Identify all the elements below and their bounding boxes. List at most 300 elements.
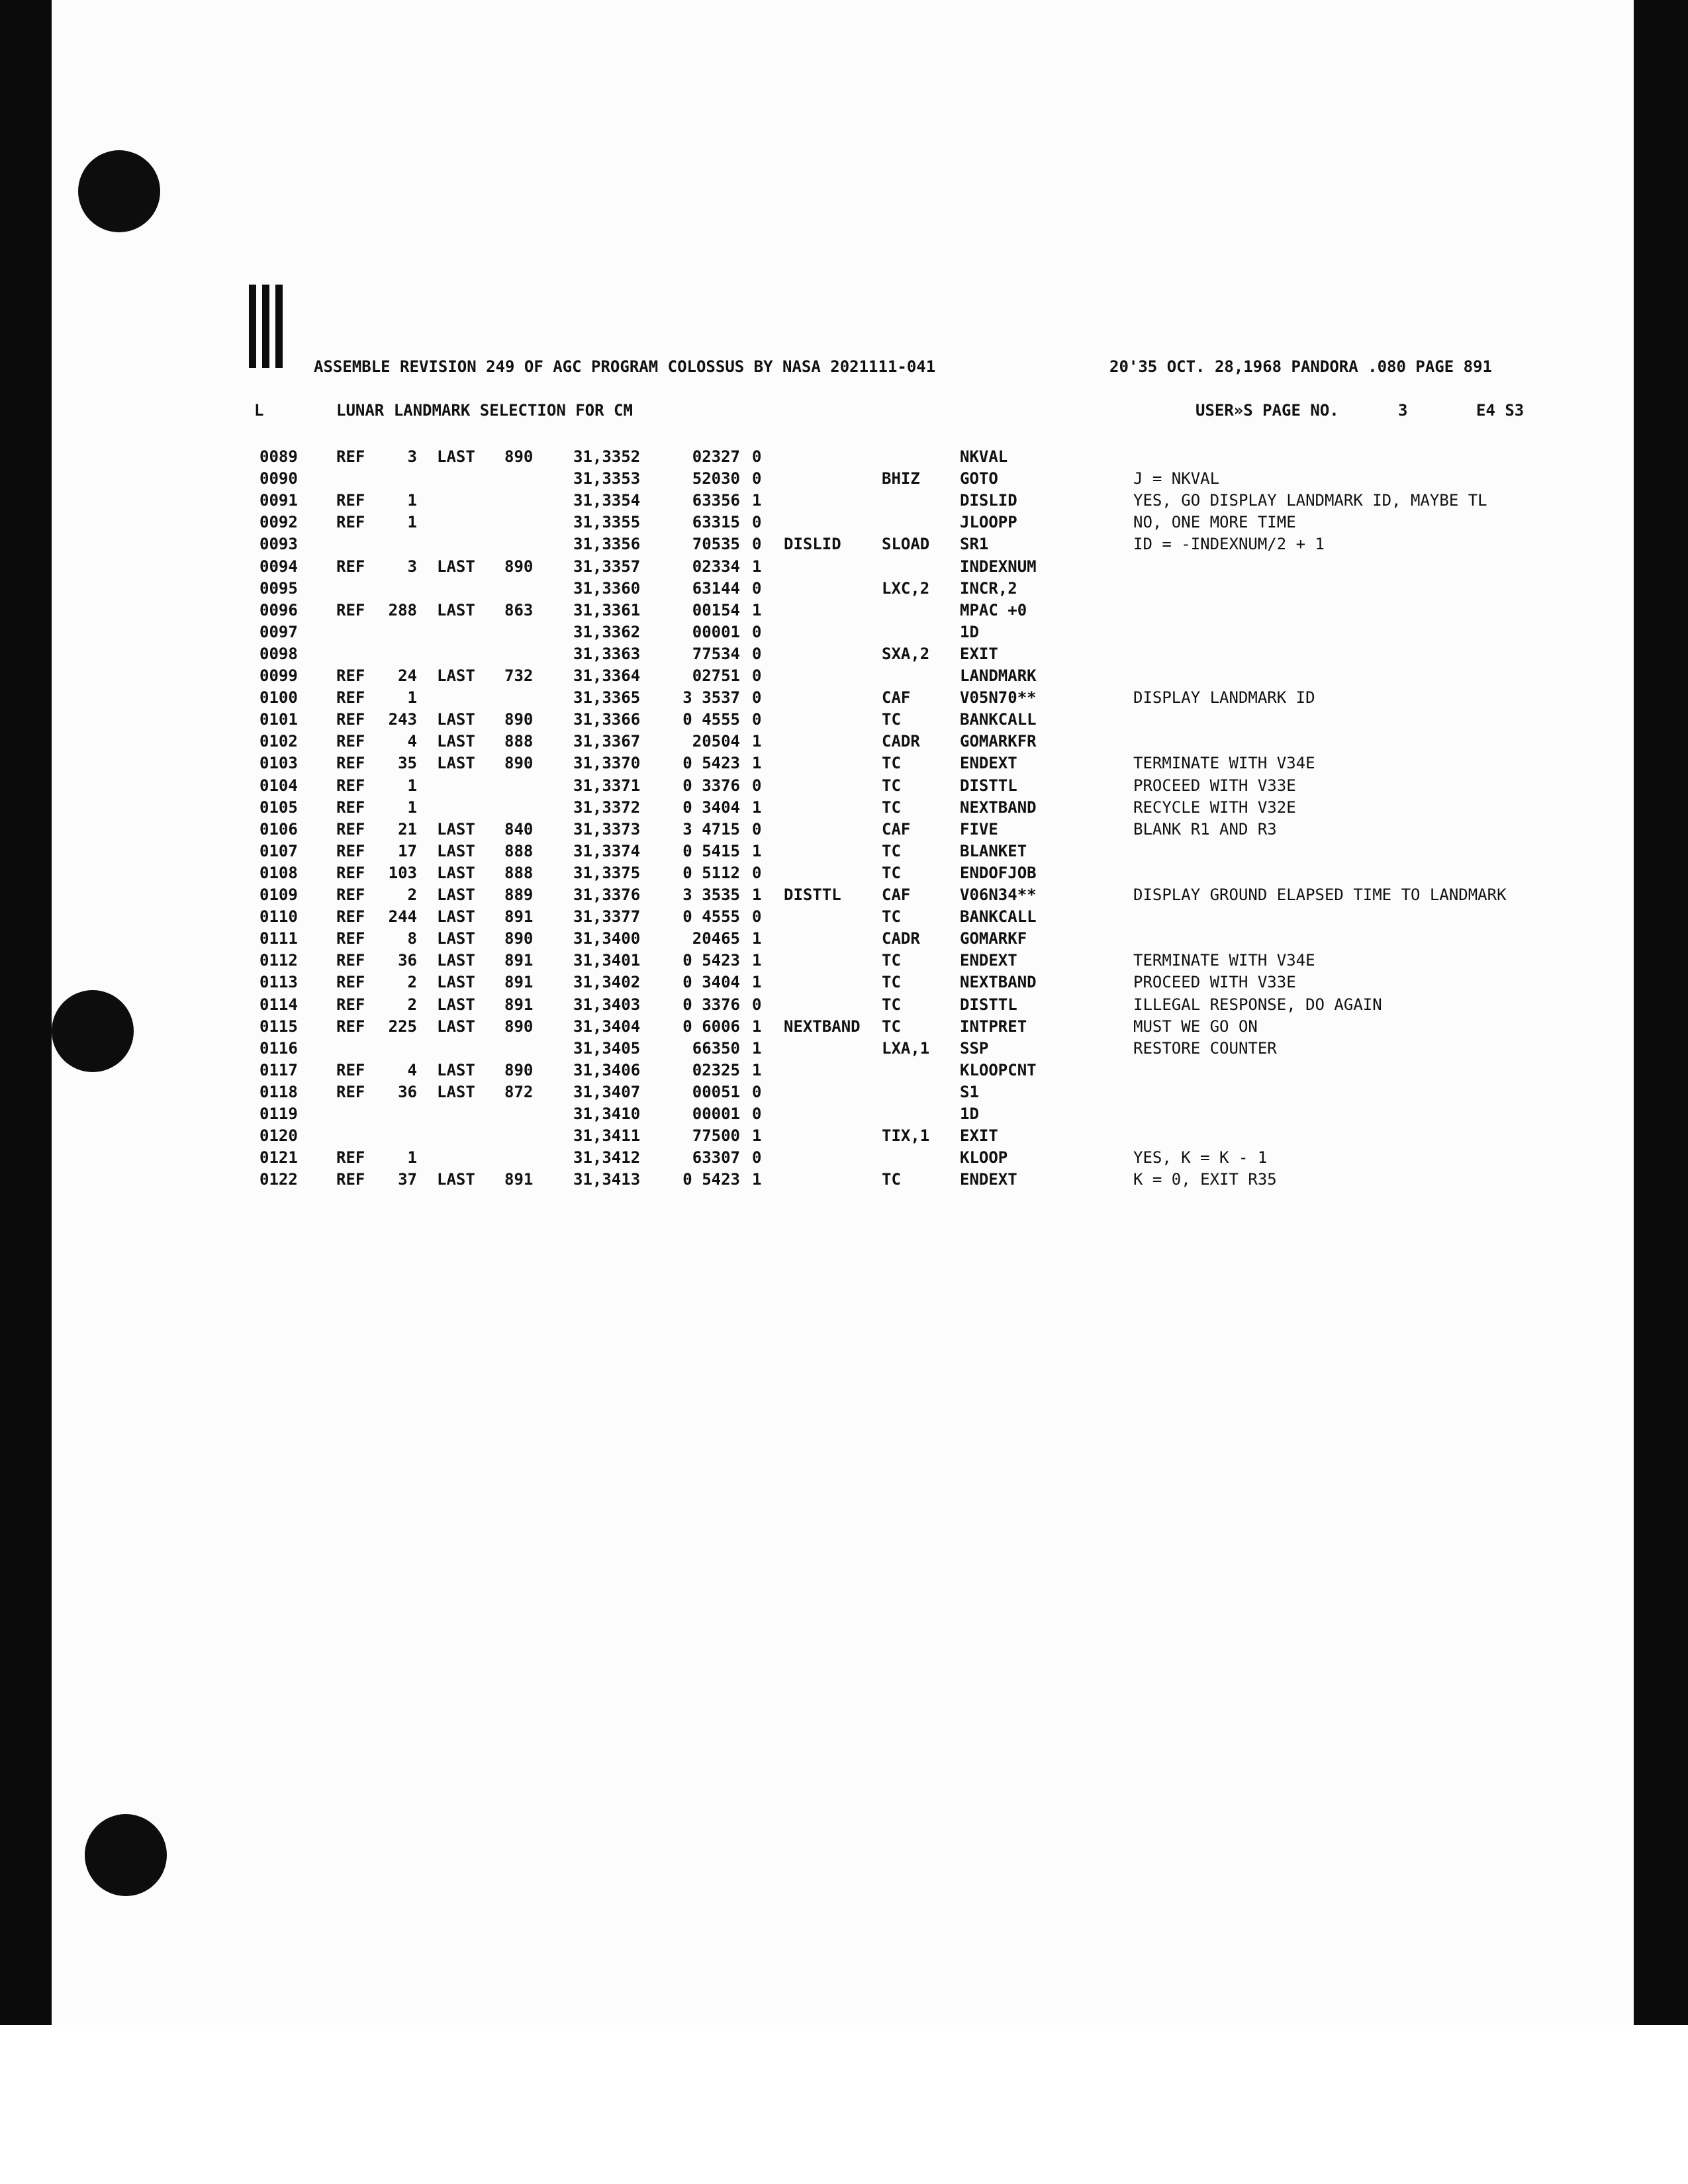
cell-comment: PROCEED WITH V33E [1133, 776, 1296, 795]
cell-last: LAST [437, 1017, 475, 1036]
cell-octal: 0 3404 [682, 797, 740, 817]
cell-op: CAF [882, 688, 911, 707]
cell-lastnum: 891 [504, 1170, 534, 1189]
cell-op: CAF [882, 819, 911, 839]
cell-no: 0113 [259, 973, 298, 992]
listing-row [0, 579, 1688, 601]
cell-ref: REF [336, 929, 365, 948]
cell-operand: 1D [960, 622, 979, 641]
cell-refnum: 36 [398, 1082, 417, 1101]
cell-no: 0092 [259, 513, 298, 532]
cell-refnum: 36 [398, 951, 417, 970]
cell-op: CADR [882, 732, 920, 751]
cell-operand: INCR,2 [960, 578, 1017, 598]
cell-refnum: 1 [407, 776, 417, 795]
cell-bit: 0 [752, 710, 762, 729]
cell-octal: 63307 [692, 1148, 740, 1167]
cell-addr: 31,3352 [573, 447, 641, 466]
cell-bit: 0 [752, 1082, 762, 1101]
cell-octal: 0 5415 [682, 841, 740, 860]
cell-no: 0091 [259, 491, 298, 510]
cell-no: 0106 [259, 819, 298, 839]
cell-operand: BANKCALL [960, 907, 1037, 927]
cell-operand: ENDEXT [960, 754, 1017, 773]
cell-octal: 0 5112 [682, 863, 740, 882]
cell-refnum: 288 [388, 600, 417, 619]
punch-hole-top [78, 150, 160, 232]
cell-lastnum: 890 [504, 557, 534, 576]
cell-refnum: 4 [407, 732, 417, 751]
cell-addr: 31,3367 [573, 732, 641, 751]
cell-octal: 63315 [692, 513, 740, 532]
cell-octal: 0 5423 [682, 951, 740, 970]
assembly-title: ASSEMBLE REVISION 249 OF AGC PROGRAM COLOSSUS BY NASA 2021111-041 [314, 357, 936, 376]
cell-comment: TERMINATE WITH V34E [1133, 951, 1315, 970]
cell-refnum: 17 [398, 841, 417, 860]
cell-bit: 0 [752, 863, 762, 882]
cell-op: TC [882, 1017, 901, 1036]
cell-bit: 1 [752, 1060, 762, 1079]
cell-bit: 0 [752, 688, 762, 707]
listing-row [0, 864, 1688, 886]
cell-ref: REF [336, 447, 365, 466]
cell-lastnum: 891 [504, 995, 534, 1014]
cell-bit: 1 [752, 797, 762, 817]
cell-ref: REF [336, 886, 365, 904]
cell-lastnum: 891 [504, 951, 534, 970]
cell-addr: 31,3376 [573, 886, 641, 904]
cell-comment: DISPLAY GROUND ELAPSED TIME TO LANDMARK [1133, 886, 1507, 904]
listing-row [0, 842, 1688, 864]
cell-bit: 0 [752, 666, 762, 685]
cell-refnum: 1 [407, 1148, 417, 1167]
cell-bit: 1 [752, 973, 762, 992]
cell-op: BHIZ [882, 469, 920, 488]
cell-addr: 31,3371 [573, 776, 641, 795]
cell-addr: 31,3410 [573, 1105, 641, 1123]
cell-ref: REF [336, 907, 365, 927]
cell-refnum: 21 [398, 819, 417, 839]
cell-last: LAST [437, 886, 475, 904]
listing-row [0, 557, 1688, 579]
cell-bit: 1 [752, 491, 762, 510]
cell-ref: REF [336, 951, 365, 970]
cell-operand: BANKCALL [960, 710, 1037, 729]
cell-op: LXC,2 [882, 578, 930, 598]
cell-bit: 0 [752, 819, 762, 839]
listing-row [0, 666, 1688, 688]
cell-no: 0122 [259, 1170, 298, 1189]
cell-op: TC [882, 973, 901, 992]
cell-operand: ENDEXT [960, 1170, 1017, 1189]
listing-row [0, 754, 1688, 776]
cell-octal: 3 3535 [682, 886, 740, 904]
cell-addr: 31,3354 [573, 491, 641, 510]
listing-row [0, 929, 1688, 951]
cell-op: SLOAD [882, 535, 930, 554]
listing-row [0, 798, 1688, 820]
user-page-label: USER»S PAGE NO. [1196, 401, 1339, 420]
cell-refnum: 37 [398, 1170, 417, 1189]
cell-octal: 0 3376 [682, 995, 740, 1014]
listing-row [0, 1148, 1688, 1170]
cell-bit: 0 [752, 995, 762, 1014]
cell-ref: REF [336, 973, 365, 992]
cell-addr: 31,3374 [573, 841, 641, 860]
cell-addr: 31,3364 [573, 666, 641, 685]
cell-operand: DISTTL [960, 995, 1017, 1014]
cell-addr: 31,3362 [573, 622, 641, 641]
cell-lastnum: 863 [504, 600, 534, 619]
cell-lastnum: 891 [504, 907, 534, 927]
cell-operand: 1D [960, 1105, 979, 1123]
cell-op: TC [882, 863, 901, 882]
listing-row [0, 1126, 1688, 1148]
cell-last: LAST [437, 1060, 475, 1079]
cell-op: TC [882, 754, 901, 773]
cell-bit: 1 [752, 1017, 762, 1036]
listing-row [0, 973, 1688, 995]
bottom-margin [0, 2025, 1688, 2184]
cell-octal: 02327 [692, 447, 740, 466]
cell-no: 0110 [259, 907, 298, 927]
cell-octal: 77500 [692, 1126, 740, 1146]
cell-no: 0105 [259, 797, 298, 817]
cell-octal: 00154 [692, 600, 740, 619]
cell-operand: GOTO [960, 469, 998, 488]
cell-no: 0104 [259, 776, 298, 795]
listing-row [0, 623, 1688, 645]
cell-bit: 1 [752, 557, 762, 576]
cell-operand: EXIT [960, 1126, 998, 1146]
cell-no: 0108 [259, 863, 298, 882]
listing-row [0, 447, 1688, 469]
cell-addr: 31,3403 [573, 995, 641, 1014]
cell-lastnum: 872 [504, 1082, 534, 1101]
cell-addr: 31,3353 [573, 469, 641, 488]
cell-addr: 31,3404 [573, 1017, 641, 1036]
cell-op: TC [882, 995, 901, 1014]
cell-operand: SR1 [960, 535, 989, 554]
cell-octal: 20504 [692, 732, 740, 751]
cell-label: NEXTBAND [784, 1017, 861, 1036]
cell-no: 0115 [259, 1017, 298, 1036]
cell-comment: TERMINATE WITH V34E [1133, 754, 1315, 773]
cell-bit: 0 [752, 535, 762, 554]
cell-bit: 0 [752, 644, 762, 663]
cell-addr: 31,3407 [573, 1082, 641, 1101]
cell-octal: 70535 [692, 535, 740, 554]
cell-no: 0098 [259, 644, 298, 663]
cell-addr: 31,3377 [573, 907, 641, 927]
cell-last: LAST [437, 907, 475, 927]
cell-ref: REF [336, 710, 365, 729]
cell-addr: 31,3373 [573, 819, 641, 839]
cell-refnum: 3 [407, 557, 417, 576]
cell-refnum: 3 [407, 447, 417, 466]
cell-op: TC [882, 776, 901, 795]
cell-ref: REF [336, 732, 365, 751]
cell-operand: NEXTBAND [960, 797, 1037, 817]
section-code: E4 S3 [1476, 401, 1524, 420]
cell-last: LAST [437, 732, 475, 751]
cell-operand: KLOOPCNT [960, 1060, 1037, 1079]
cell-addr: 31,3412 [573, 1148, 641, 1167]
cell-addr: 31,3406 [573, 1060, 641, 1079]
cell-ref: REF [336, 754, 365, 773]
cell-lastnum: 888 [504, 841, 534, 860]
cell-octal: 0 6006 [682, 1017, 740, 1036]
cell-refnum: 1 [407, 513, 417, 532]
cell-op: TC [882, 841, 901, 860]
cell-ref: REF [336, 557, 365, 576]
listing-row [0, 995, 1688, 1017]
cell-no: 0121 [259, 1148, 298, 1167]
cell-addr: 31,3363 [573, 644, 641, 663]
cell-op: CADR [882, 929, 920, 948]
cell-refnum: 244 [388, 907, 417, 927]
cell-operand: INDEXNUM [960, 557, 1037, 576]
cell-refnum: 2 [407, 886, 417, 904]
cell-last: LAST [437, 929, 475, 948]
cell-operand: V06N34** [960, 886, 1037, 904]
cell-operand: SSP [960, 1038, 989, 1058]
cell-octal: 20465 [692, 929, 740, 948]
cell-ref: REF [336, 491, 365, 510]
user-page-number: 3 [1398, 401, 1408, 420]
cell-addr: 31,3355 [573, 513, 641, 532]
cell-lastnum: 889 [504, 886, 534, 904]
cell-octal: 0 5423 [682, 1170, 740, 1189]
cell-octal: 02334 [692, 557, 740, 576]
cell-no: 0114 [259, 995, 298, 1014]
cell-ref: REF [336, 1060, 365, 1079]
cell-bit: 1 [752, 886, 762, 904]
cell-no: 0109 [259, 886, 298, 904]
cell-comment: DISPLAY LANDMARK ID [1133, 688, 1315, 707]
cell-operand: GOMARKF [960, 929, 1027, 948]
cell-no: 0094 [259, 557, 298, 576]
cell-no: 0101 [259, 710, 298, 729]
cell-addr: 31,3372 [573, 797, 641, 817]
cell-addr: 31,3413 [573, 1170, 641, 1189]
cell-ref: REF [336, 863, 365, 882]
cell-bit: 0 [752, 1105, 762, 1123]
cell-no: 0120 [259, 1126, 298, 1146]
cell-bit: 0 [752, 513, 762, 532]
cell-octal: 02325 [692, 1060, 740, 1079]
cell-operand: LANDMARK [960, 666, 1037, 685]
cell-op: LXA,1 [882, 1038, 930, 1058]
cell-no: 0119 [259, 1105, 298, 1123]
cell-last: LAST [437, 710, 475, 729]
cell-last: LAST [437, 951, 475, 970]
cell-no: 0096 [259, 600, 298, 619]
cell-refnum: 103 [388, 863, 417, 882]
listing-row [0, 1170, 1688, 1192]
listing-row [0, 1017, 1688, 1039]
cell-addr: 31,3375 [573, 863, 641, 882]
cell-lastnum: 732 [504, 666, 534, 685]
cell-bit: 1 [752, 951, 762, 970]
cell-bit: 1 [752, 929, 762, 948]
cell-comment: K = 0, EXIT R35 [1133, 1170, 1277, 1189]
cell-operand: ENDOFJOB [960, 863, 1037, 882]
cell-bit: 1 [752, 841, 762, 860]
cell-lastnum: 890 [504, 447, 534, 466]
cell-lastnum: 890 [504, 1017, 534, 1036]
cell-lastnum: 890 [504, 710, 534, 729]
cell-ref: REF [336, 841, 365, 860]
cell-lastnum: 891 [504, 973, 534, 992]
cell-octal: 63356 [692, 491, 740, 510]
cell-refnum: 2 [407, 973, 417, 992]
cell-bit: 1 [752, 754, 762, 773]
cell-bit: 0 [752, 447, 762, 466]
cell-octal: 0 3404 [682, 973, 740, 992]
cell-ref: REF [336, 1170, 365, 1189]
cell-refnum: 243 [388, 710, 417, 729]
listing-row [0, 1083, 1688, 1105]
cell-operand: FIVE [960, 819, 998, 839]
cell-refnum: 1 [407, 491, 417, 510]
cell-refnum: 1 [407, 797, 417, 817]
cell-last: LAST [437, 863, 475, 882]
cell-addr: 31,3361 [573, 600, 641, 619]
cell-lastnum: 890 [504, 754, 534, 773]
cell-octal: 00001 [692, 1105, 740, 1123]
cell-bit: 0 [752, 907, 762, 927]
cell-ref: REF [336, 776, 365, 795]
cell-no: 0089 [259, 447, 298, 466]
cell-label: DISLID [784, 535, 841, 554]
cell-no: 0111 [259, 929, 298, 948]
cell-last: LAST [437, 557, 475, 576]
cell-octal: 02751 [692, 666, 740, 685]
cell-no: 0102 [259, 732, 298, 751]
section-title-line [0, 401, 1688, 428]
listing-row [0, 601, 1688, 623]
cell-operand: S1 [960, 1082, 979, 1101]
cell-last: LAST [437, 666, 475, 685]
cell-octal: 3 3537 [682, 688, 740, 707]
page-header [0, 357, 1688, 384]
listing-row [0, 645, 1688, 666]
cell-addr: 31,3370 [573, 754, 641, 773]
cell-no: 0116 [259, 1038, 298, 1058]
cell-lastnum: 840 [504, 819, 534, 839]
cell-ref: REF [336, 1148, 365, 1167]
cell-bit: 1 [752, 600, 762, 619]
cell-refnum: 35 [398, 754, 417, 773]
cell-octal: 0 5423 [682, 754, 740, 773]
cell-addr: 31,3400 [573, 929, 641, 948]
listing-row [0, 688, 1688, 710]
cell-octal: 77534 [692, 644, 740, 663]
cell-last: LAST [437, 600, 475, 619]
cell-octal: 3 4715 [682, 819, 740, 839]
listing-row [0, 907, 1688, 929]
cell-last: LAST [437, 995, 475, 1014]
cell-comment: MUST WE GO ON [1133, 1017, 1258, 1036]
cell-last: LAST [437, 841, 475, 860]
listing-row [0, 886, 1688, 907]
cell-bit: 0 [752, 469, 762, 488]
cell-op: TC [882, 710, 901, 729]
cell-last: LAST [437, 973, 475, 992]
cell-comment: YES, K = K - 1 [1133, 1148, 1268, 1167]
cell-no: 0097 [259, 622, 298, 641]
cell-operand: ENDEXT [960, 951, 1017, 970]
cell-comment: ILLEGAL RESPONSE, DO AGAIN [1133, 995, 1382, 1014]
cell-op: TC [882, 951, 901, 970]
cell-no: 0103 [259, 754, 298, 773]
section-title: LUNAR LANDMARK SELECTION FOR CM [336, 401, 633, 420]
cell-ref: REF [336, 819, 365, 839]
cell-ref: REF [336, 513, 365, 532]
cell-no: 0099 [259, 666, 298, 685]
cell-octal: 00001 [692, 622, 740, 641]
cell-op: TIX,1 [882, 1126, 930, 1146]
cell-last: LAST [437, 1082, 475, 1101]
listing-row [0, 1061, 1688, 1083]
print-date-page: 20'35 OCT. 28,1968 PANDORA .080 PAGE 891 [1109, 357, 1492, 376]
cell-no: 0093 [259, 535, 298, 554]
listing-row [0, 732, 1688, 754]
printer-bars-mark [249, 285, 293, 368]
cell-refnum: 225 [388, 1017, 417, 1036]
cell-operand: DISTTL [960, 776, 1017, 795]
cell-no: 0117 [259, 1060, 298, 1079]
cell-bit: 0 [752, 578, 762, 598]
cell-addr: 31,3402 [573, 973, 641, 992]
cell-octal: 63144 [692, 578, 740, 598]
cell-no: 0107 [259, 841, 298, 860]
cell-bit: 0 [752, 776, 762, 795]
cell-comment: BLANK R1 AND R3 [1133, 819, 1277, 839]
cell-refnum: 4 [407, 1060, 417, 1079]
cell-addr: 31,3360 [573, 578, 641, 598]
cell-op: TC [882, 1170, 901, 1189]
listing-row [0, 491, 1688, 513]
cell-octal: 0 3376 [682, 776, 740, 795]
cell-refnum: 2 [407, 995, 417, 1014]
listing-row [0, 513, 1688, 535]
cell-ref: REF [336, 688, 365, 707]
cell-operand: GOMARKFR [960, 732, 1037, 751]
cell-addr: 31,3366 [573, 710, 641, 729]
cell-operand: INTPRET [960, 1017, 1027, 1036]
cell-op: SXA,2 [882, 644, 930, 663]
cell-operand: V05N70** [960, 688, 1037, 707]
cell-operand: BLANKET [960, 841, 1027, 860]
cell-addr: 31,3357 [573, 557, 641, 576]
cell-lastnum: 888 [504, 732, 534, 751]
listing-row [0, 1039, 1688, 1061]
cell-octal: 0 4555 [682, 710, 740, 729]
cell-addr: 31,3365 [573, 688, 641, 707]
cell-last: LAST [437, 819, 475, 839]
cell-ref: REF [336, 1017, 365, 1036]
cell-no: 0090 [259, 469, 298, 488]
cell-refnum: 24 [398, 666, 417, 685]
cell-no: 0100 [259, 688, 298, 707]
cell-ref: REF [336, 1082, 365, 1101]
cell-operand: NKVAL [960, 447, 1008, 466]
cell-label: DISTTL [784, 886, 841, 904]
cell-lastnum: 890 [504, 1060, 534, 1079]
cell-comment: NO, ONE MORE TIME [1133, 513, 1296, 532]
